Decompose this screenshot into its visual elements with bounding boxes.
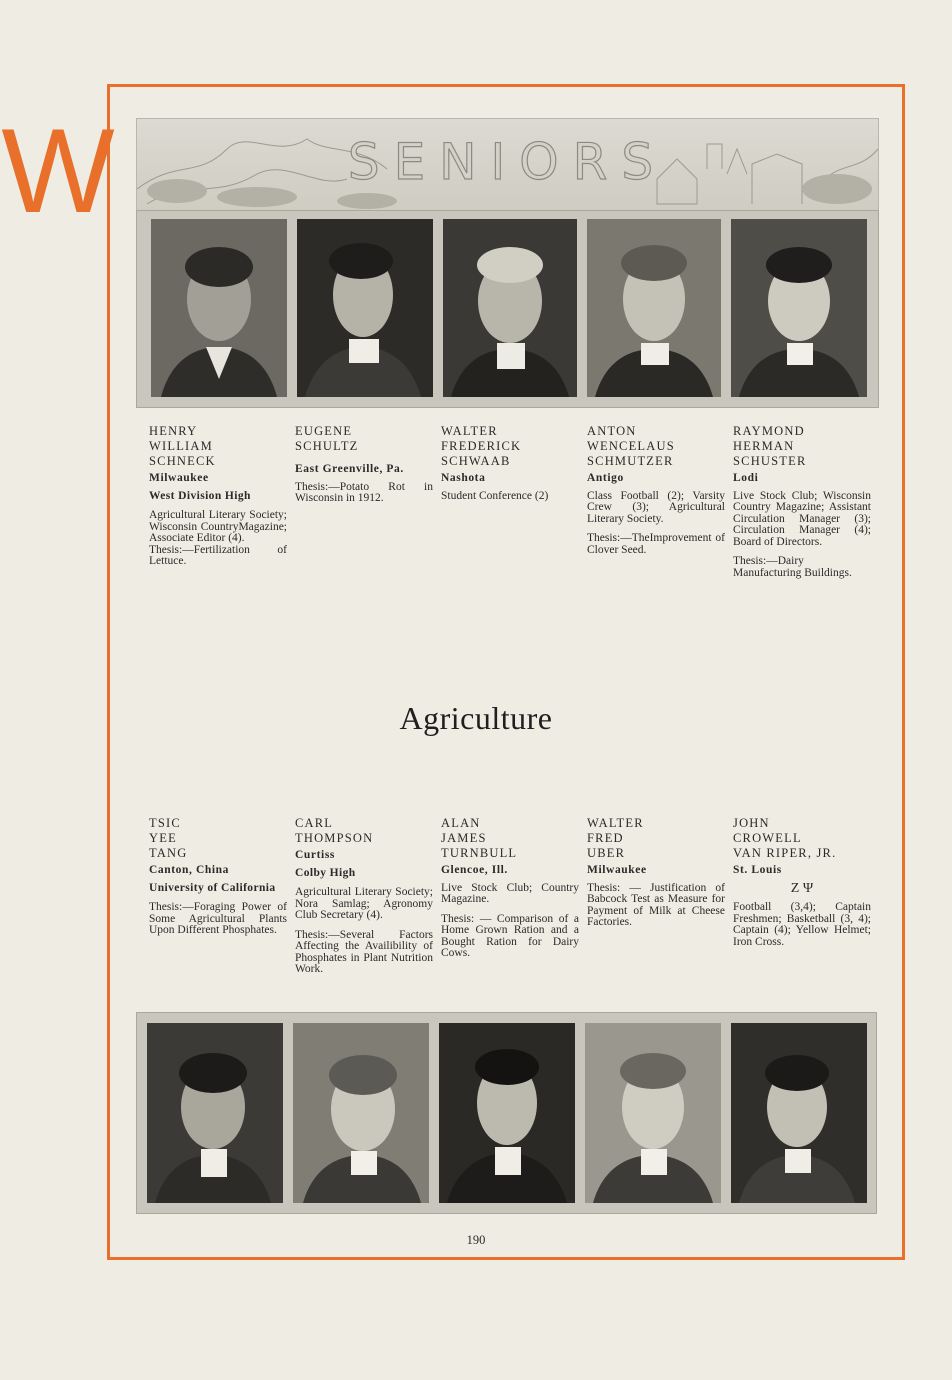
- school: Colby High: [295, 866, 356, 879]
- fraternity-letters: Z Ψ: [790, 880, 814, 896]
- banner-title: SENIORS: [347, 133, 668, 191]
- senior-name: TSIC YEE TANG: [149, 816, 188, 860]
- senior-name: WALTER FRED UBER: [587, 816, 644, 860]
- senior-name: HENRY WILLIAM SCHNECK: [149, 424, 216, 468]
- portrait-photo: [297, 219, 433, 397]
- department-heading: Agriculture: [399, 700, 553, 736]
- portrait-photo: [293, 1023, 429, 1203]
- section-tab-letter: [1, 104, 115, 238]
- senior-name: RAYMOND HERMAN SCHUSTER: [733, 424, 807, 468]
- svg-text:W: W: [1, 104, 115, 238]
- senior-entry: [587, 424, 725, 564]
- hometown: Nashota: [441, 472, 486, 484]
- senior-entry: [149, 816, 287, 945]
- activities: Live Stock Club; Wisconsin Country Magazine; Assistant Circulation Manager (3); Circulation Manager (4); Board of Directors.: [733, 489, 871, 548]
- hometown: Glencoe, Ill.: [441, 864, 508, 876]
- senior-entry: [441, 816, 579, 968]
- hometown: Antigo: [587, 472, 624, 484]
- senior-entry: [149, 424, 287, 576]
- senior-name: ALAN JAMES TURNBULL: [441, 816, 518, 860]
- school: West Division High: [149, 489, 251, 502]
- thesis: Thesis: — Comparison of a Home Grown Ration and a Bought Ration for Dairy Cows.: [441, 912, 579, 959]
- thesis: Thesis:—Potato Rot in Wisconsin in 1912.: [295, 480, 433, 504]
- seniors-banner: [136, 118, 879, 212]
- portrait-photo: [731, 219, 867, 397]
- page-number: 190: [466, 1233, 486, 1247]
- activities: Class Football (2); Varsity Crew (3); Agricultural Literary Society.: [587, 489, 725, 525]
- hometown: East Greenville, Pa.: [295, 463, 404, 475]
- hometown: Curtiss: [295, 849, 335, 861]
- hometown: Lodi: [733, 472, 759, 484]
- activities: Agricultural Literary Society; Wisconsin CountryMagazine; Associate Editor (4).: [149, 509, 287, 544]
- portrait-photo: [439, 1023, 575, 1203]
- portrait-photo: [587, 219, 721, 397]
- hometown: Milwaukee: [149, 472, 209, 484]
- senior-entry: [295, 816, 433, 984]
- portrait-photo: [585, 1023, 721, 1203]
- thesis: Thesis:—Dairy Manufacturing Buildings.: [733, 555, 852, 579]
- activities: Football (3,4); Captain Freshmen; Basketball (3, 4); Captain (4); Yellow Helmet; Iron Cross.: [733, 901, 871, 948]
- activities: Agricultural Literary Society; Nora Samlag; Agronomy Club Secretary (4).: [295, 886, 433, 921]
- senior-entry: [441, 424, 579, 510]
- portrait-photo: [151, 219, 287, 397]
- senior-name: EUGENE SCHULTZ: [295, 424, 359, 453]
- thesis: Thesis: — Justification of Babcock Test as Measure for Payment of Milk at Cheese Factories.: [587, 881, 725, 928]
- school: University of California: [149, 881, 276, 894]
- thesis: Thesis:—Fertilization of Lettuce.: [149, 543, 287, 567]
- hometown: Milwaukee: [587, 864, 647, 876]
- thesis: Thesis:—TheImprovement of Clover Seed.: [587, 532, 725, 556]
- thesis: Thesis:—Several Factors Affecting the Availibility of Phosphates in Plant Nutrition Work.: [295, 928, 433, 975]
- senior-name: JOHN CROWELL VAN RIPER, JR.: [733, 816, 837, 860]
- senior-name: WALTER FREDERICK SCHWAAB: [441, 424, 522, 468]
- thesis: Thesis:—Foraging Power of Some Agricultural Plants Upon Different Phosphates.: [149, 901, 287, 936]
- senior-entry: [733, 424, 871, 587]
- activities: Student Conference (2): [441, 489, 549, 502]
- hometown: Canton, China: [149, 864, 230, 876]
- portrait-photo: [443, 219, 577, 397]
- senior-name: CARL THOMPSON: [295, 816, 374, 845]
- hometown: St. Louis: [733, 864, 782, 876]
- portrait-photo: [731, 1023, 867, 1203]
- top-photo-strip: [136, 210, 879, 408]
- senior-entry: [587, 816, 725, 937]
- senior-entry: [295, 424, 433, 513]
- portrait-photo: [147, 1023, 283, 1203]
- activities: Live Stock Club; Country Magazine.: [441, 881, 579, 905]
- senior-name: ANTON WENCELAUS SCHMUTZER: [587, 424, 675, 468]
- senior-entry: [733, 816, 871, 956]
- bottom-photo-strip: [136, 1012, 877, 1214]
